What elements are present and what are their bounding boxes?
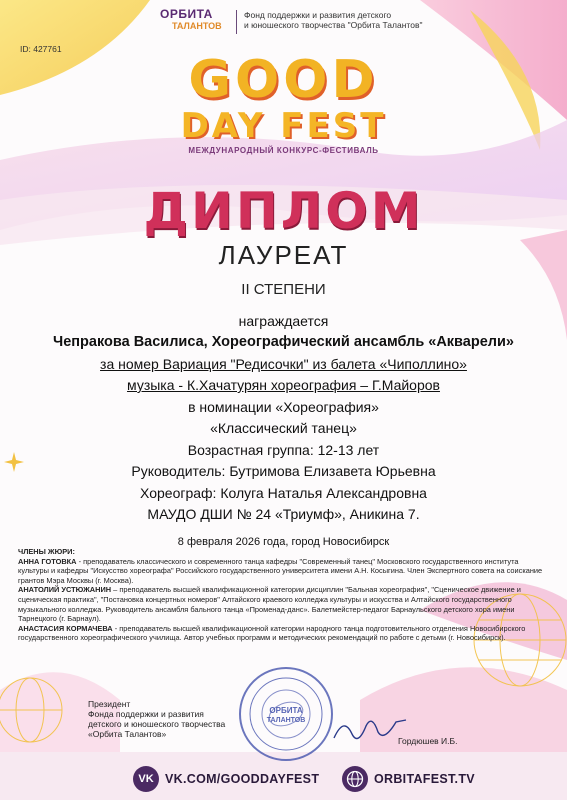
jury-title: ЧЛЕНЫ ЖЮРИ:: [18, 547, 75, 556]
president-line3: детского и юношеского творчества: [88, 719, 226, 729]
recipient-name: Чепракова Василиса, Хореографический ансамбль «Акварели»: [53, 334, 514, 350]
globe-icon: [342, 766, 368, 792]
school-name: МАУДО ДШИ № 24 «Триумф», Аникина 7.: [147, 506, 420, 522]
degree-title: II СТЕПЕНИ: [241, 281, 326, 298]
diploma-title: ДИПЛОМ: [143, 182, 424, 240]
jury-member: [18, 557, 548, 586]
vk-icon: VK: [133, 766, 159, 792]
jury-member: [18, 585, 548, 623]
festival-title-good: GOOD: [188, 50, 379, 110]
president-line1: Президент: [88, 699, 131, 709]
jury-member-name: АНАТОЛИЙ УСТЮЖАНИН: [18, 585, 112, 595]
footer-website-text: ORBITAFEST.TV: [374, 772, 475, 786]
festival-subtitle: МЕЖДУНАРОДНЫЙ КОНКУРС-ФЕСТИВАЛЬ: [188, 146, 379, 155]
signature: [330, 712, 410, 748]
org-name-line1: Фонд поддержки и развития детского: [244, 10, 392, 20]
jury-member-text: - преподаватель высшей квалификационной категории народного танца подготовительного отделения Новосибирского государственного хореографического училища. Автор учебных программ и методических рекомендаций по работе с детьми (г. Новосибирск).: [18, 623, 526, 643]
footer-vk-link[interactable]: [133, 766, 319, 792]
jury-section: [18, 547, 548, 643]
jury-member-name: АННА ГОТОВКА: [18, 556, 77, 566]
choreographer-name: Хореограф: Колуга Наталья Александровна: [140, 485, 427, 501]
jury-member-name: АНАСТАСИЯ КОРМАЧЕВА: [18, 623, 113, 633]
awarded-label: награждается: [238, 313, 329, 329]
president-line2: Фонда поддержки и развития: [88, 709, 204, 719]
age-group: Возрастная группа: 12-13 лет: [187, 442, 380, 458]
signer-name: Гордюшев И.Б.: [398, 736, 458, 746]
stamp-text-bottom: ТАЛАНТОВ: [266, 717, 306, 724]
work-credits: музыка - К.Хачатурян хореография – Г.Майоров: [127, 377, 440, 393]
leader-name: Руководитель: Бутримова Елизавета Юрьевна: [131, 463, 436, 479]
president-block: [88, 699, 238, 739]
org-logo: [160, 8, 240, 34]
org-name-line2: и юношеского творчества "Орбита Талантов": [244, 20, 423, 30]
date-place: 8 февраля 2026 года, город Новосибирск: [177, 536, 390, 548]
jury-member: [18, 624, 548, 643]
org-logo-top: ОРБИТА: [160, 7, 213, 21]
footer-website-link[interactable]: [342, 766, 475, 792]
festival-title-day-fest: DAY FEST: [180, 106, 387, 146]
nomination-category: «Классический танец»: [210, 420, 357, 436]
laureate-title: ЛАУРЕАТ: [218, 240, 349, 270]
jury-member-text: – преподаватель высшей квалификационной категории дисциплин "Бальная хореография", "Сценическое движение и сценическая практика", "Постановка концертных номеров" Алтайского краевого колледжа культуры и искусства и Алтайского государственного музыкального колледжа. Руководитель ансамбля бального танца «Променад-данс». Балетмейстер-педагог Барнаульского детского хора имени Тарнецкого (г. Барнаул).: [18, 585, 521, 624]
stamp-text-top: ОРБИТА: [269, 706, 303, 715]
jury-member-text: - преподаватель классического и современного танца кафедры "Современный танец" Московского государственного института культуры и кафедры "Искусство хореографа" Российского государственного университета имени А.Н. Косыгина. Член Экспертного совета на соискание грантов Мэра Москвы (г. Москва).: [18, 556, 543, 585]
header-divider: [236, 10, 237, 34]
official-stamp: [236, 664, 336, 764]
org-logo-bottom: ТАЛАНТОВ: [172, 21, 222, 31]
president-line4: «Орбита Талантов»: [88, 729, 167, 739]
org-name: [244, 10, 484, 30]
footer-vk-text: VK.COM/GOODDAYFEST: [165, 772, 320, 786]
document-id: ID: 427761: [20, 44, 62, 54]
work-title: за номер Вариация "Редисочки" из балета «Чиполлино»: [100, 356, 467, 372]
footer: [0, 758, 567, 800]
nomination: в номинации «Хореография»: [188, 399, 379, 415]
